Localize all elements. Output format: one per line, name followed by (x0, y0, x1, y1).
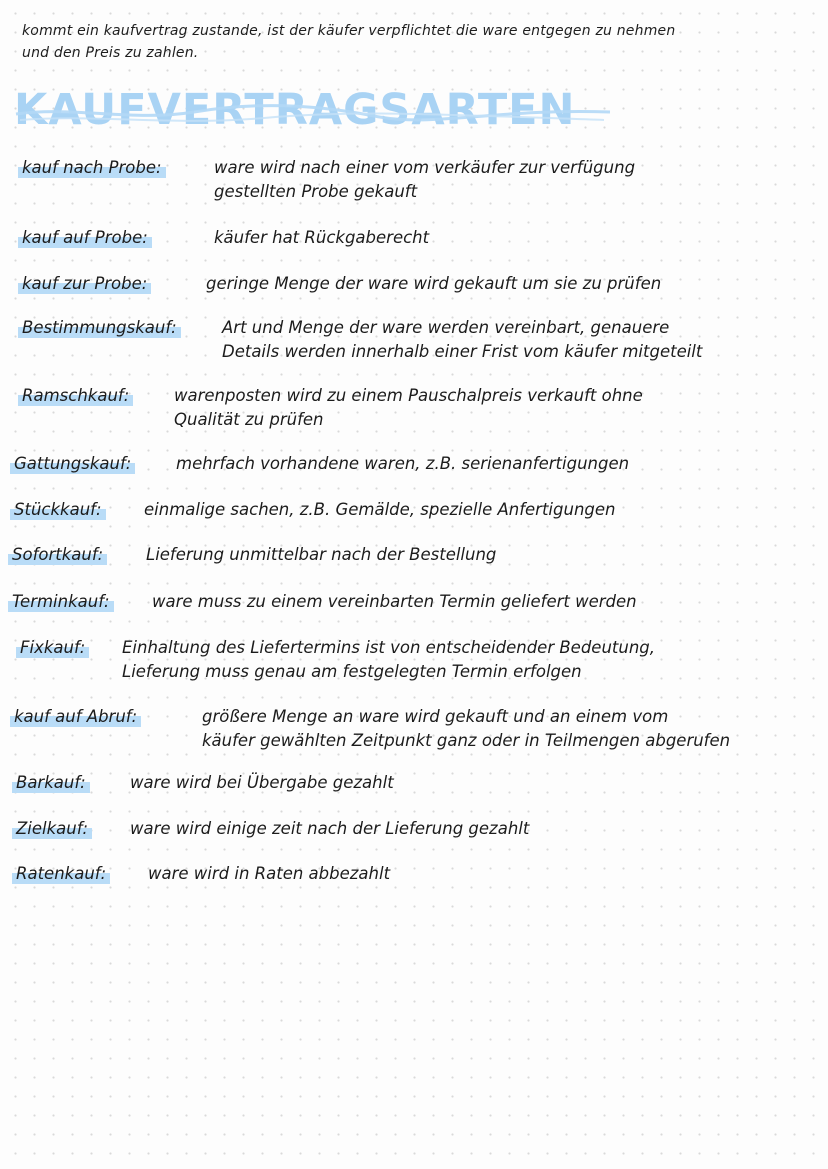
entry-term: kauf nach Probe: (18, 156, 166, 180)
entry-definition (130, 817, 529, 841)
entry-definition (214, 226, 429, 250)
entry-definition (214, 156, 635, 204)
page-title-text: KAUFVERTRAGSARTEN (14, 85, 576, 135)
definition-line-2: Qualität zu prüfen (174, 410, 324, 429)
intro-line-2: und den Preis zu zahlen. (22, 45, 199, 61)
definition-line-1: ware wird nach einer vom verkäufer zur verfügung (214, 158, 636, 177)
entry-definition (148, 862, 390, 886)
page-title (14, 84, 576, 136)
definition-line-1: ware wird bei Übergabe gezahlt (130, 773, 394, 792)
definition-line-1: warenposten wird zu einem Pauschalpreis verkauft ohne (174, 386, 643, 405)
entry-term: Ramschkauf: (18, 384, 133, 408)
definition-line-1: Einhaltung des Liefertermins ist von entscheidender Bedeutung, (122, 638, 656, 657)
definition-line-1: ware wird einige zeit nach der Lieferung gezahlt (130, 819, 530, 838)
entry-term: Fixkauf: (16, 636, 89, 660)
entry-term: Stückkauf: (10, 498, 106, 522)
intro-text (22, 20, 822, 64)
entry-term: Terminkauf: (8, 590, 114, 614)
entry-definition (176, 452, 629, 476)
entry-definition (202, 705, 730, 753)
definition-line-2: Lieferung muss genau am festgelegten Termin erfolgen (122, 662, 582, 681)
entry-term: Barkauf: (12, 771, 90, 795)
entry-definition (152, 590, 637, 614)
entry-definition (222, 316, 702, 364)
entry-definition (130, 771, 394, 795)
definition-line-1: käufer hat Rückgaberecht (214, 228, 430, 247)
entry-definition (122, 636, 655, 684)
entry-definition (174, 384, 643, 432)
definition-line-1: größere Menge an ware wird gekauft und an einem vom (202, 707, 669, 726)
definition-line-1: geringe Menge der ware wird gekauft um sie zu prüfen (206, 274, 662, 293)
entry-term: kauf zur Probe: (18, 272, 151, 296)
definition-line-2: käufer gewählten Zeitpunkt ganz oder in Teilmengen abgerufen (202, 731, 731, 750)
definition-line-1: ware muss zu einem vereinbarten Termin geliefert werden (152, 592, 637, 611)
entry-term: Gattungskauf: (10, 452, 135, 476)
entry-definition (206, 272, 661, 296)
entry-definition (146, 543, 496, 567)
entry-term: Zielkauf: (12, 817, 92, 841)
definition-line-2: gestellten Probe gekauft (214, 182, 418, 201)
entry-term: kauf auf Probe: (18, 226, 152, 250)
entry-term: Ratenkauf: (12, 862, 110, 886)
definition-line-1: Lieferung unmittelbar nach der Bestellung (146, 545, 497, 564)
entry-term: kauf auf Abruf: (10, 705, 141, 729)
definition-line-1: ware wird in Raten abbezahlt (148, 864, 391, 883)
definition-line-2: Details werden innerhalb einer Frist vom käufer mitgeteilt (222, 342, 703, 361)
definition-line-1: Art und Menge der ware werden vereinbart, genauere (222, 318, 670, 337)
intro-line-1: kommt ein kaufvertrag zustande, ist der käufer verpflichtet die ware entgegen zu nehmen (22, 23, 676, 39)
definition-line-1: einmalige sachen, z.B. Gemälde, spezielle Anfertigungen (144, 500, 616, 519)
entry-definition (144, 498, 615, 522)
entry-term: Sofortkauf: (8, 543, 107, 567)
entry-term: Bestimmungskauf: (18, 316, 181, 340)
definition-line-1: mehrfach vorhandene waren, z.B. serienanfertigungen (176, 454, 630, 473)
